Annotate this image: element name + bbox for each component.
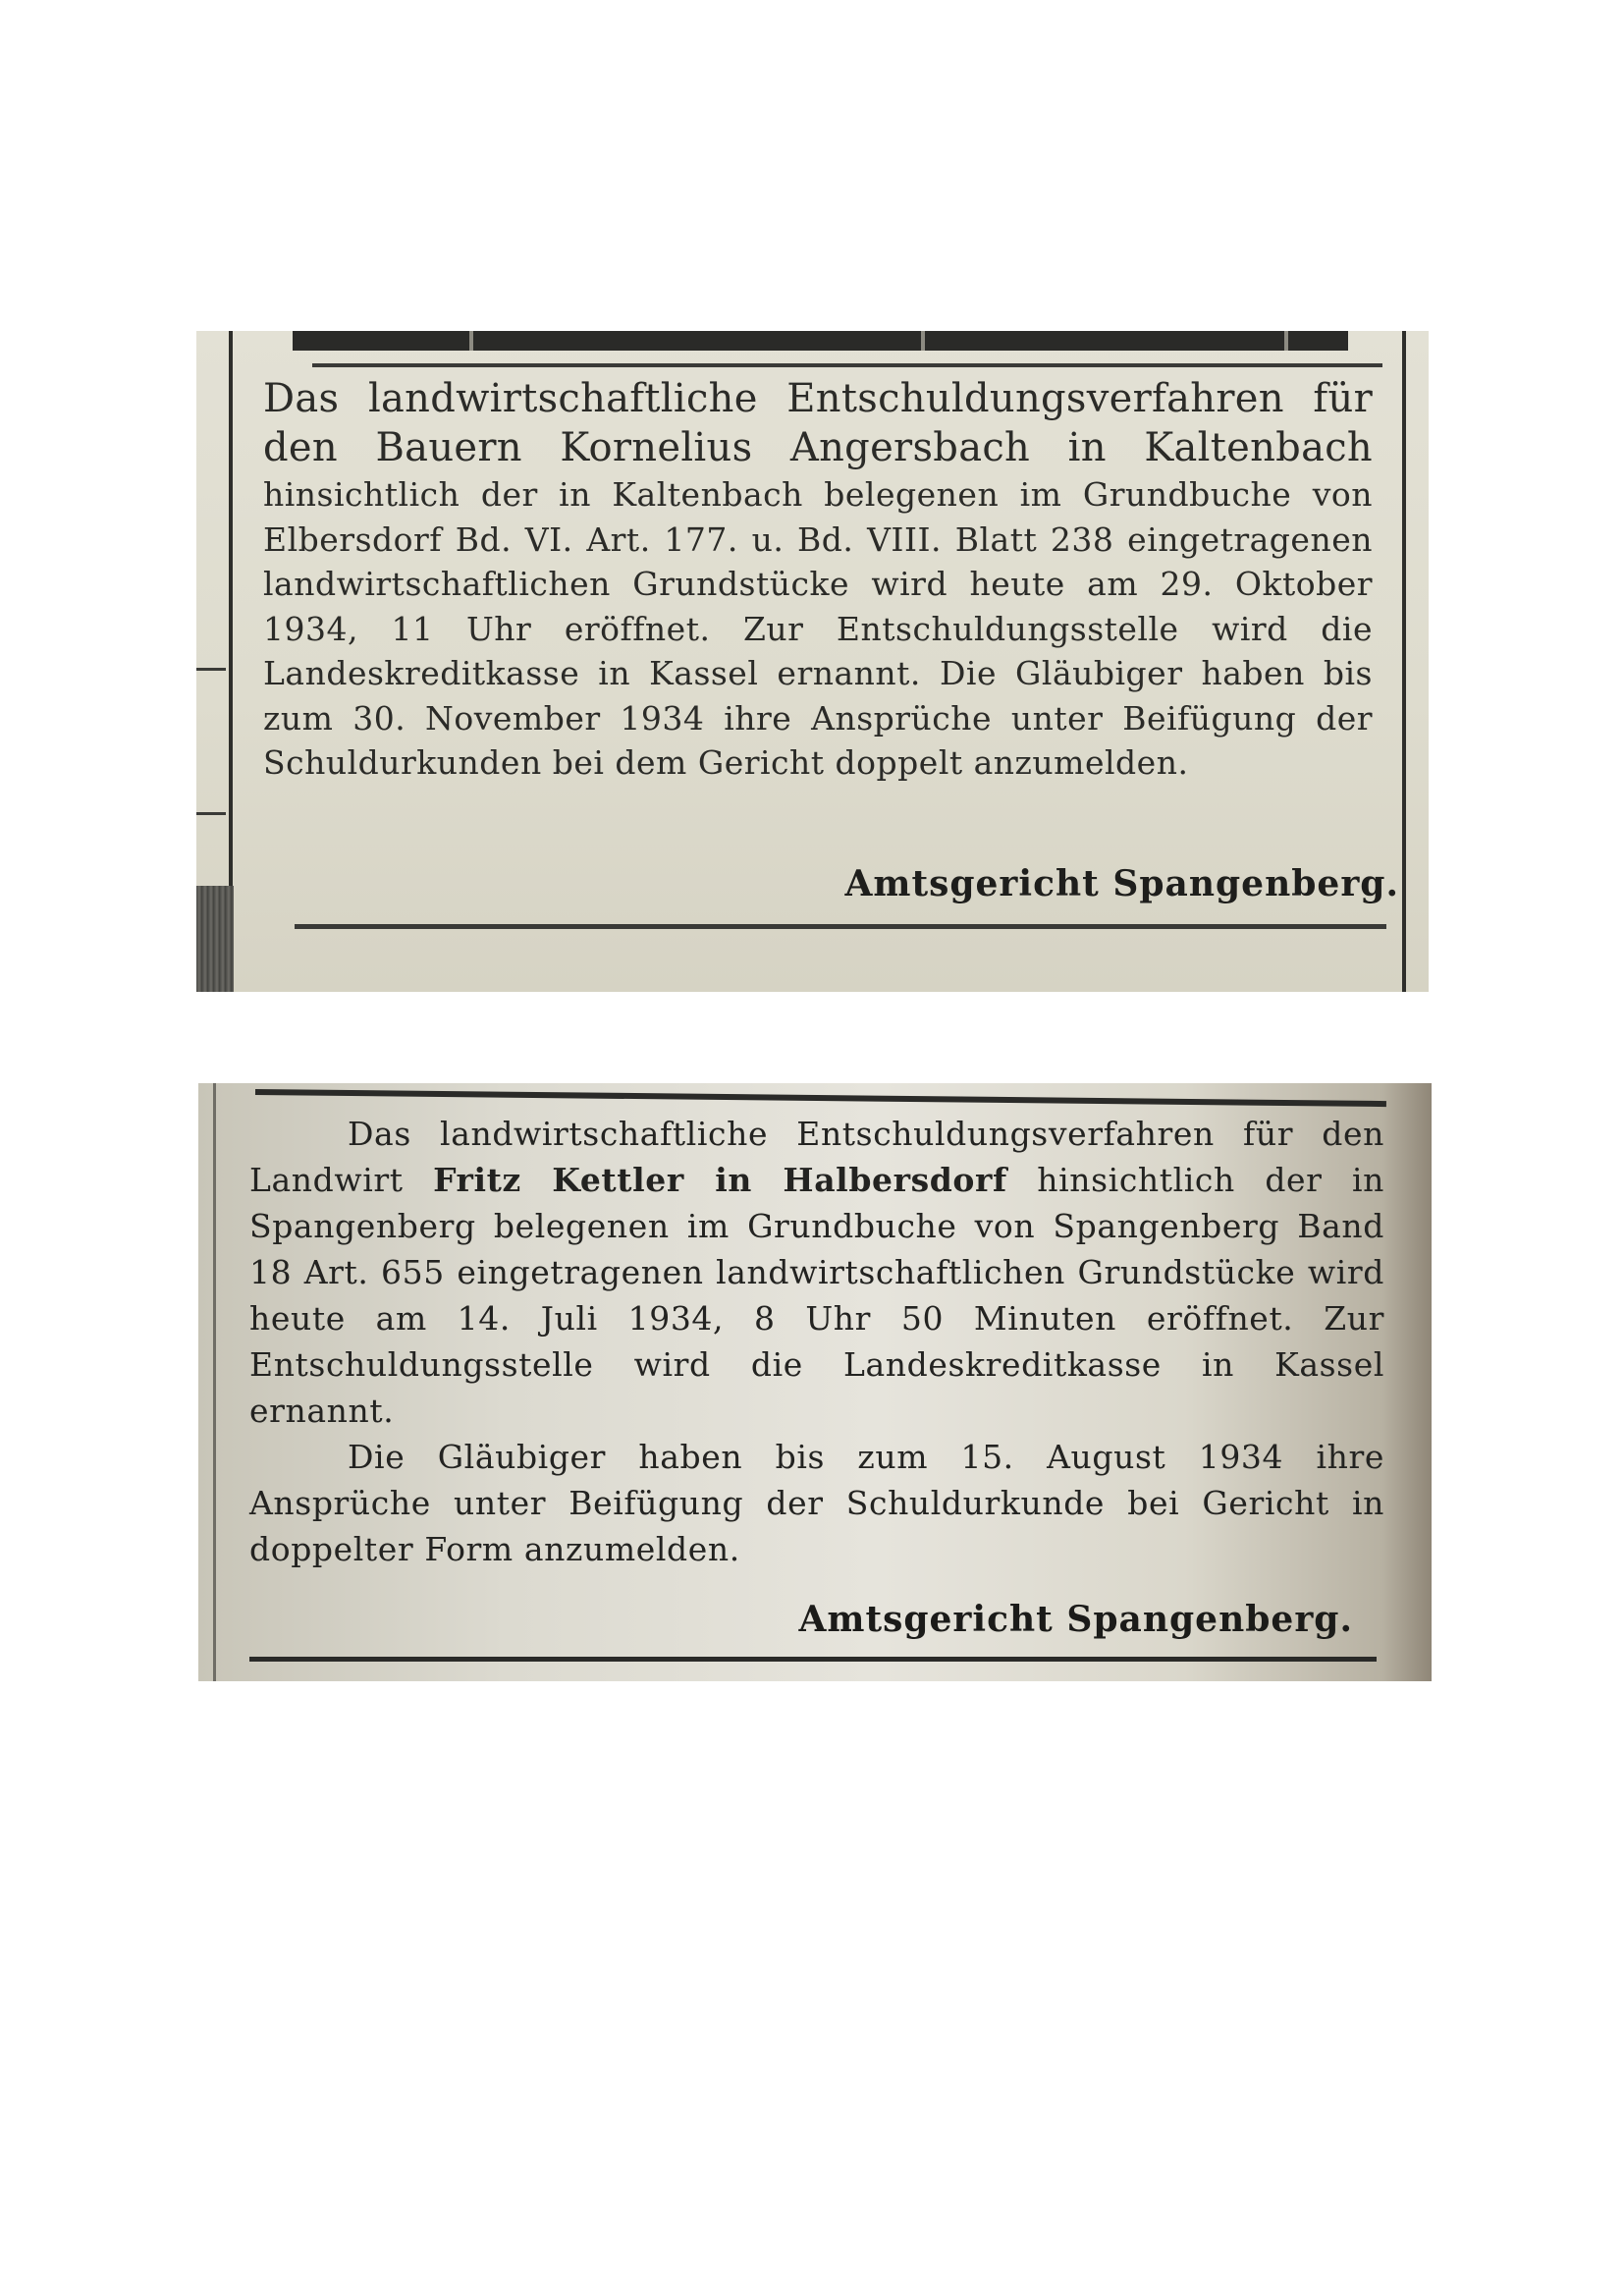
paragraph-opening: Das landwirtschaftliche Entschuldungsverfahren für den Landwirt	[249, 1115, 1384, 1199]
margin-tick	[196, 668, 226, 671]
band-separator	[1284, 331, 1288, 351]
landowner-name: Fritz Kettler in Halbersdorf	[433, 1161, 1007, 1199]
notice-body-lines: hinsichtlich der in Kaltenbach belegenen im Grundbuche von Elbersdorf Bd. VI. Art. 177. u. Bd. VIII. Blatt 238 eingetragenen landwirtschaftlichen Grundstücke wird heute am 29. Oktober 1934, 11 Uhr eröffnet. Zur Entschuldungsstelle wird die Landeskreditkasse in Kassel ernannt. Die Gläubiger haben bis zum 30. November 1934 ihre Ansprüche unter Beifügung der Schuldurkunden bei dem Gericht doppelt anzumelden.	[263, 475, 1373, 782]
top-rule	[255, 1089, 1386, 1107]
margin-tick	[196, 812, 226, 815]
notice-paragraph-2	[249, 1434, 1384, 1572]
column-rule-left	[213, 1083, 216, 1681]
notice-signature: Amtsgericht Spangenberg.	[798, 1599, 1353, 1640]
column-rule-right	[1402, 331, 1406, 992]
band-separator	[921, 331, 925, 351]
top-rule	[312, 363, 1382, 367]
paragraph-rest: hinsichtlich der in Spangenberg belegenen im Grundbuche von Spangenberg Band 18 Art. 655 eingetragenen landwirtschaftlichen Grundstücke wird heute am 14. Juli 1934, 8 Uhr 50 Minuten eröffnet. Zur Entschuldungsstelle wird die Landeskreditkasse in Kassel ernannt.	[249, 1161, 1384, 1430]
notice-text	[263, 374, 1373, 786]
notice-text	[249, 1111, 1384, 1572]
paragraph-text: Die Gläubiger haben bis zum 15. August 1934 ihre Ansprüche unter Beifügung der Schuldurkunde bei Gericht in doppelter Form anzumelden.	[249, 1438, 1384, 1568]
notice-paragraph-1	[249, 1111, 1384, 1434]
newspaper-clipping-2	[198, 1083, 1432, 1681]
newspaper-clipping-1	[196, 331, 1429, 992]
adjacent-column-edge	[196, 886, 234, 992]
notice-heading-lines: Das landwirtschaftliche Entschuldungsverfahren für den Bauern Kornelius Angersbach in Kaltenbach	[263, 376, 1373, 470]
header-border-band	[293, 331, 1348, 351]
band-separator	[469, 331, 473, 351]
bottom-rule	[249, 1657, 1377, 1662]
bottom-rule	[295, 924, 1386, 929]
notice-signature: Amtsgericht Spangenberg.	[844, 863, 1399, 904]
